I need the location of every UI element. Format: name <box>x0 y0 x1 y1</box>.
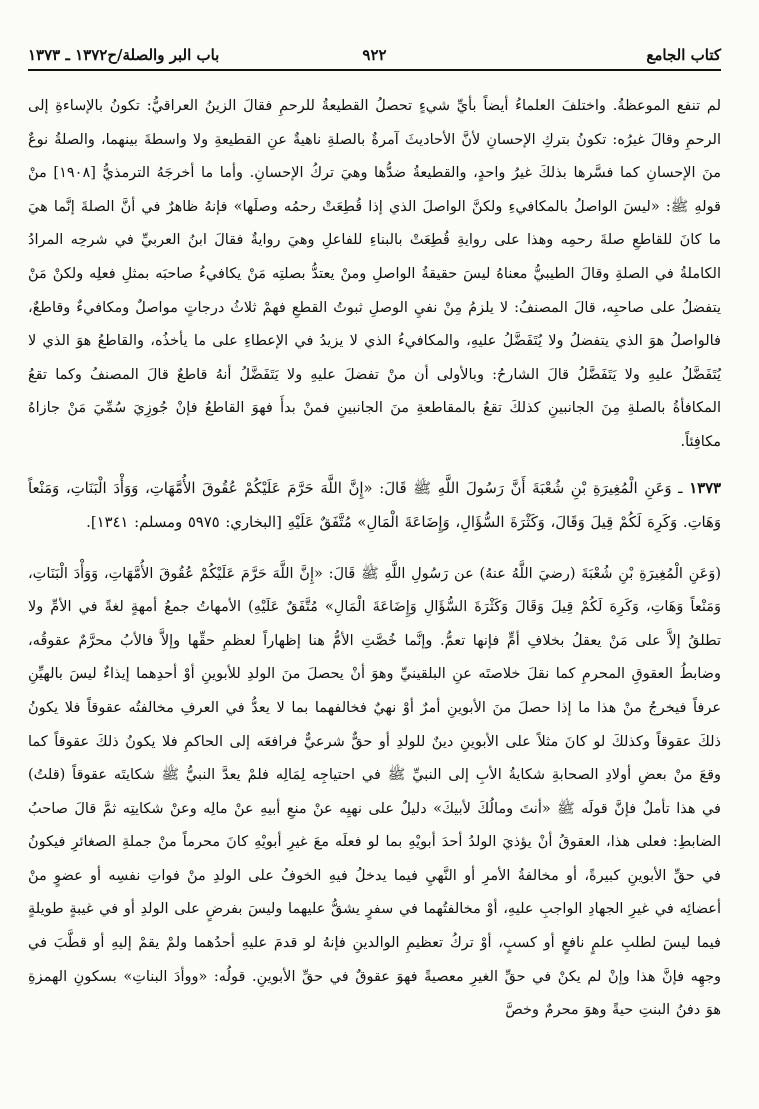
hadith-number: ١٣٧٣ <box>689 479 721 497</box>
chapter-title: باب البر والصلة/ح١٣٧٢ ـ ١٣٧٣ <box>28 46 220 64</box>
hadith-text <box>28 472 721 540</box>
running-header <box>28 34 721 72</box>
page-body <box>28 90 721 1028</box>
hadith-body: ـ وَعَنِ الْمُغِيرَةِ بْنِ شُعْبَةَ أَنَّ رَسُولَ اللَّهِ ﷺ قَالَ: «إِنَّ اللَّهَ حَرَّمَ عَلَيْكُمْ عُقُوقَ الأُمَّهَاتِ، وَوَأْدَ الْبَنَاتِ، وَمَنْعاً وَهَاتِ. وَكَرِهَ لَكُمْ قِيلَ وَقَالَ، وَكَثْرَةَ السُّؤَالِ، وَإِضَاعَةَ الْمَالِ» مُتَّفَقٌ عَلَيْهِ [البخاري: ٥٩٧٥ ومسلم: ١٣٤١]. <box>28 479 721 531</box>
commentary-paragraph: (وَعَنِ الْمُغِيرَةِ بْنِ شُعْبَةَ (رضيَ اللَّهُ عنهُ) عن رَسُولِ اللَّهِ ﷺ قَالَ: «إِنَّ اللَّهَ حَرَّمَ عَلَيْكُمْ عُقُوقَ الأُمَّهَاتِ، وَوَأْدَ الْبَنَاتِ، وَمَنْعاً وَهَاتِ، وَكَرِهَ لَكُمْ قِيلَ وَقَالَ وَكَثْرَةَ السُّؤَالِ وَإِضَاعَةَ الْمَالِ» مُتَّفَقٌ عَلَيْهِ) الأمهاتُ جمعُ أمهةٍ لغةً في الأمِّ ولا تطلقُ إلاَّ على مَنْ يعقلُ بخلافِ أمٍّ فإنها تعمُّ. وإنَّما خُصَّتِ الأمُّ هنا إظهاراً لعظمِ حقِّها وإلاَّ فالأبُ محرَّمٌ عقوقُه، وضابطُ العقوقِ المحرمِ كما نقلَ خلاصتَه عنِ البلقينيِّ وهوَ أنْ يحصلَ منَ الولدِ للأبوينِ أوْ أحدِهما إيذاءٌ ليسَ بالهيِّنِ عرفاً فيخرجُ منْ هذا ما إذا حصلَ منَ الأبوينِ أمرٌ أوْ نهيٌ فخالفهما بما لا يعدُّ في العرفِ مخالفتُه عقوقاً فلا يكونُ ذلكَ عقوقاً وكذلكَ لو كانَ مثلاً على الأبوينِ دينٌ للولدِ أو حقٌّ شرعيٌّ فرافعَه إلى الحاكمِ فلا يكونُ ذلكَ عقوقاً كما وقعَ منْ بعضِ أولادِ الصحابةِ شكايةُ الأبِ إلى النبيِّ ﷺ في احتياجِه لِمَالِه فلمْ يعدَّ النبيُّ ﷺ شكايتَه عقوقاً (قلتُ) في هذا تأملٌ فإنَّ قولَه ﷺ «أنتَ ومالُكَ لأبيكَ» دليلٌ على نهيِه عنْ منعِ أبيهِ عنْ مالِه وعنْ شكايتِه ثمَّ قالَ صاحبُ الضابطِ: فعلى هذا، العقوقُ أنْ يؤذيَ الولدُ أحدَ أبويْهِ بما لو فعلَه معَ غيرِ أبويْهِ كانَ محرماً منْ جملةِ الصغائرِ فيكونُ في حقِّ الأبوينِ كبيرةً، أو مخالفةُ الأمرِ أو النَّهيِ فيما يدخلُ فيهِ الخوفُ على الولدِ منْ فواتِ نفسِه أو عضوٍ منْ أعضائِه في غيرِ الجهادِ الواجبِ عليهِ، أوْ مخالفتُهما في سفرٍ يشقُّ عليهما وليسَ بفرضٍ على الولدِ أو في غيبةٍ طويلةٍ فيما ليسَ لطلبِ علمٍ نافعٍ أو كسبٍ، أوْ تركُ تعظيمِ الوالدينِ فإنهُ لو قدمَ عليهِ أحدُهما ولمْ يقمْ إليهِ أو قطَّبَ في وجهِه فإنَّ هذا وإنْ لم يكنْ في حقِّ الغيرِ معصيةً فهوَ عقوقٌ في حقِّ الأبوينِ. قولُه: «ووأدَ البناتِ» بسكونِ الهمزةِ هوَ دفنُ البنتِ حيةً وهوَ محرمٌ وخصَّ <box>28 565 722 1019</box>
header-rule <box>28 69 721 71</box>
page-number: ٩٢٢ <box>362 46 387 64</box>
book-title: كتاب الجامع <box>646 46 721 64</box>
commentary-paragraph: لم تنفع الموعظةُ. واختلفَ العلماءُ أيضاً بأيِّ شيءٍ تحصلُ القطيعةُ للرحمِ فقالَ الزينُ العراقيُّ: تكونُ بالإساءةِ إلى الرحمِ وقالَ غيرُه: تكونُ بتركِ الإحسانِ لأنَّ الأحاديثَ آمرةٌ بالصلةِ ناهيةٌ عنِ القطيعةِ ولا واسطةَ بينهما، والصلةُ نوعٌ منَ الإحسانِ كما فسَّرها بذلكَ غيرُ واحدٍ، والقطيعةُ ضدُّها وهيَ تركُ الإحسانِ. وأما ما أخرجَهُ الترمذيُّ [١٩٠٨] منْ قولهِ ﷺ: «ليسَ الواصلُ بالمكافيءِ ولكنَّ الواصلَ الذي إذا قُطِعَتْ رحمُه وصلَها» فإنهُ ظاهرٌ في أنَّ الصلةَ إنَّما هيَ ما كانَ للقاطعِ صلةَ رحمِه وهذا على روايةِ قُطِعَتْ بالبناءِ للفاعلِ وهيَ روايةٌ فقالَ ابنُ العربيِّ في شرحِه المرادُ الكاملةُ في الصلةِ وقالَ الطيبيُّ معناهُ ليسَ حقيقةُ الواصلِ ومنْ يعتدُّ بصلتِه مَنْ يكافيءُ صاحبَه بمثلِ فعلِه ولكنْ مَنْ يتفضلُ على صاحبِه، قالَ المصنفُ: لا يلزمُ مِنْ نفيِ الوصلِ ثبوتُ القطعِ فهمْ ثلاثُ درجاتٍ مواصلٌ ومكافيءٌ وقاطعٌ، فالواصلُ هوَ الذي يتفضلُ ولا يُتَفَضَّلُ عليهِ، والمكافيءُ الذي لا يزيدُ في الإعطاءِ على ما يأخذُه، والقاطعُ هوَ الذي لا يُتَفَضَّلُ عليهِ ولا يَتَفَضَّلُ قالَ الشارحُ: وبالأولى أن منْ تفضلَ عليهِ ولا يَتَفَضَّلُ أنهُ قاطعٌ قالَ المصنفُ وكما تقعُ المكافأةُ بالصلةِ مِنَ الجانبينِ كذلكَ تقعُ بالمقاطعةِ منَ الجانبينِ فمنْ بدأَ فهوَ القاطعُ فإنْ جُوزِيَ سُمِّيَ مَنْ جازاهُ مكافِئاً. <box>28 98 721 450</box>
